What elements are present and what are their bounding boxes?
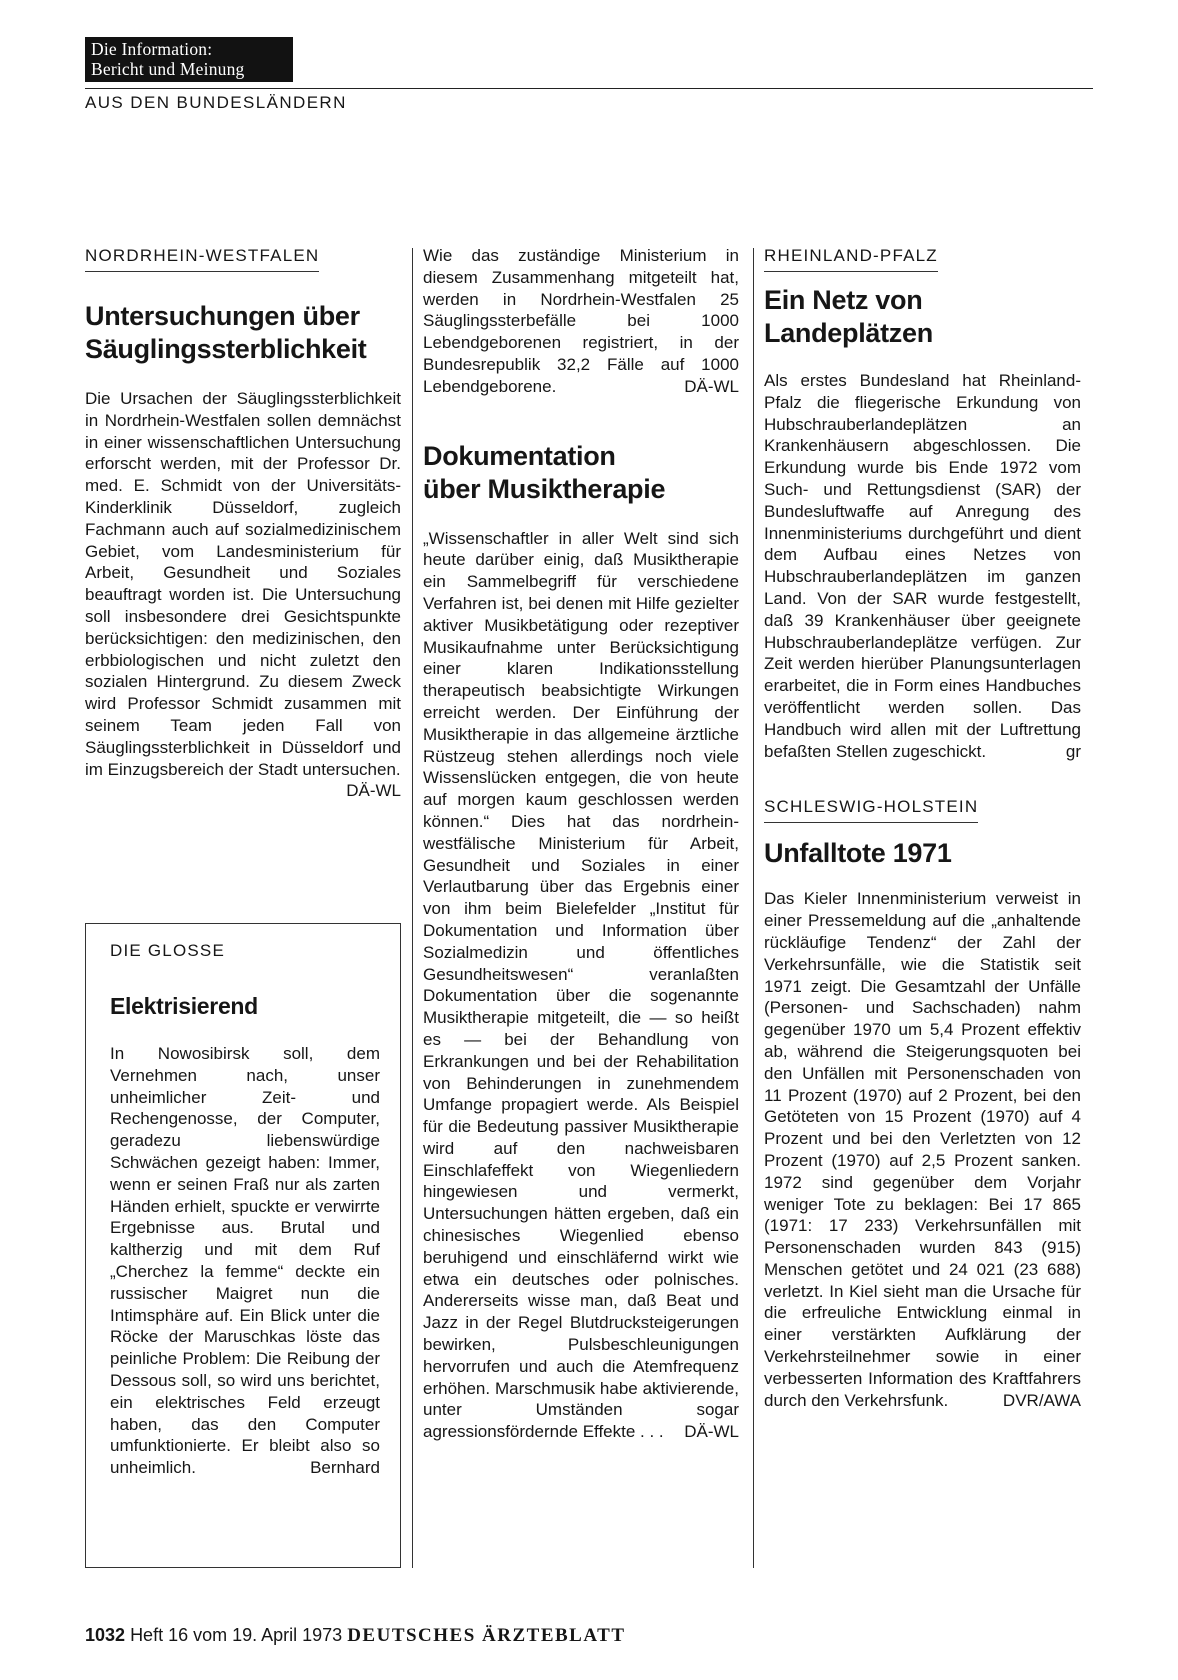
region-label-schleswig-holstein: SCHLESWIG-HOLSTEIN <box>764 796 978 823</box>
headline-line: über Musiktherapie <box>423 473 666 504</box>
article-signature: DÄ-WL <box>684 376 739 396</box>
page-number: 1032 <box>85 1625 126 1645</box>
glosse-box <box>85 923 401 1568</box>
headline-line: Ein Netz von <box>764 285 923 315</box>
rubric-line-2: Bericht und Meinung <box>91 59 245 79</box>
section-title: AUS DEN BUNDESLÄNDERN <box>85 93 347 112</box>
region-label-nrw: NORDRHEIN-WESTFALEN <box>85 245 319 272</box>
article-signature: DVR/AWA <box>1002 1390 1081 1410</box>
issue-info: Heft 16 vom 19. April 1973 <box>130 1625 343 1645</box>
body-text: Wie das zuständige Ministerium in diesem Zusammenhang mitgeteilt hat, werden in Nordrhein-Westfalen 25 Säuglingssterbefälle bei 1000 Lebendgeborenen registriert, in der Bundesrepublik 32,2 Fälle auf 1000 Lebendgeborene. <box>423 246 739 396</box>
article-body-landeplaetze <box>764 370 1081 762</box>
region-label-rheinland-pfalz: RHEINLAND-PFALZ <box>764 245 938 272</box>
column-divider-2 <box>753 248 754 1568</box>
glosse-headline: Elektrisierend <box>110 993 258 1019</box>
rubric-line-1: Die Information: <box>91 39 213 59</box>
column-divider-1 <box>412 248 413 1568</box>
body-text: Als erstes Bundesland hat Rheinland-Pfalz die fliegerische Erkundung von Hubschrauberlandeplätzen an Krankenhäusern abgeschlossen. Die Erkundung wurde bis Ende 1972 vom Such- und Rettungsdienst (SAR) der Bundesluftwaffe auf Anregung des Innenministeriums durchgeführt und dient dem Aufbau eines Netzes von Hubschrauberlandeplätzen im ganzen Land. Von der SAR wurde festgestellt, daß 39 Krankenhäuser über geeignete Hubschrauberlandeplätze verfügen. Zur Zeit werden hierüber Planungsunterlagen erarbeitet, die in Form eines Handbuches veröffentlicht werden sollen. Das Handbuch wird allen mit der Luftrettung befaßten Stellen zugeschickt. <box>764 371 1081 761</box>
article-headline-musiktherapie <box>423 440 739 506</box>
body-text: In Nowosibirsk soll, dem Vernehmen nach, unser unheimlicher Zeit- und Rechengenosse, der Computer, geradezu liebenswürdige Schwächen gezeigt haben: Immer, wenn er seinen Fraß nur als zarten Händen erhielt, spuckte er verwirrte Ergebnisse aus. Brutal und kaltherzig und mit dem Ruf „Cherchez la femme“ deckte ein russischer Maigret nun die Intimsphäre auf. Ein Blick unter die Röcke der Maruschkas löste das peinliche Problem: Die Reibung der Dessous soll, so wird uns berichtet, ein elektrisches Feld erzeugt haben, das den Computer umfunktionierte. Er bleibt also so unheimlich. <box>110 1044 380 1478</box>
glosse-label: DIE GLOSSE <box>110 941 225 960</box>
column-3 <box>764 245 1081 1411</box>
article-headline-landeplaetze <box>764 284 1081 350</box>
article-headline-unfalltote: Unfalltote 1971 <box>764 838 952 869</box>
rubric-box <box>85 37 293 82</box>
article-body-musiktherapie <box>423 528 739 1443</box>
column-1 <box>85 245 401 802</box>
body-text: Die Ursachen der Säuglingssterblichkeit in Nordrhein-Westfalen sollen demnächst in einer wissenschaftlichen Untersuchung erforscht werden, mit der Professor Dr. med. E. Schmidt von der Universitäts-Kinderklinik Düsseldorf, zugleich Fachmann auch auf sozialmedizinischem Gebiet, vom Landesministerium für Arbeit, Gesundheit und Soziales beauftragt worden ist. Die Untersuchung soll insbesondere drei Gesichtspunkte berücksichtigen: den medizinischen, den erbbiologischen und nicht zuletzt den sozialen Hintergrund. Zu diesem Zweck wird Professor Schmidt zusammen mit seinem Team jeden Fall von Säuglingssterblichkeit in Düsseldorf und im Einzugsbereich der Stadt untersuchen. <box>85 389 401 779</box>
article-signature: DÄ-WL <box>684 1422 739 1442</box>
column-2 <box>423 245 739 1443</box>
article-body-continued <box>423 245 739 398</box>
body-text: „Wissenschaftler in aller Welt sind sich heute darüber einig, daß Musiktherapie ein Sammelbegriff für verschiedene Verfahren ist, bei denen mit Hilfe gezielter aktiver Musikbetätigung oder rezeptiver Musikaufnahme unter Berücksichtigung einer klaren Indikationsstellung therapeutisch beabsichtigte Wirkungen erreicht werden. Der Einführung der Musiktherapie in das allgemeine ärztliche Rüstzeug stehen allerdings noch viele Wissenslücken entgegen, die von heute auf morgen kaum geschlossen werden können.“ Dies hat das nordrhein-westfälische Ministerium für Arbeit, Gesundheit und Soziales in einer Verlautbarung über das Ergebnis einer von ihm beim Bielefelder „Institut für Dokumentation und Information über Sozialmedizin und öffentliches Gesundheitswesen“ veranlaßten Dokumentation über die sogenannte Musiktherapie mitgeteilt, die — so heißt es — bei der Behandlung von Erkrankungen und bei der Rehabilitation von Behinderungen in zunehmendem Umfange propagiert werde. Als Beispiel für die Bedeutung passiver Musiktherapie wird auf den nachweisbaren Einschlafeffekt von Wiegenliedern hingewiesen und vermerkt, Untersuchungen hätten ergeben, daß ein chinesisches Wiegenlied ebenso beruhigend und einschläfernd wirkt wie etwa ein deutsches oder polnisches. Andererseits wisse man, daß Beat und Jazz in der Regel Blutdrucksteigerungen bewirken, Pulsbeschleunigungen hervorrufen und auch die Atemfrequenz erhöhen. Marschmusik habe aktivierende, unter Umständen sogar agressionsfördernde Effekte . . . <box>423 528 739 1442</box>
header-rule <box>85 88 1093 89</box>
article-signature: DÄ-WL <box>346 781 401 801</box>
glosse-body <box>110 1043 380 1479</box>
headline-line: Säuglingssterblichkeit <box>85 334 367 364</box>
headline-line: Landeplätzen <box>764 318 933 348</box>
headline-line: Untersuchungen über <box>85 301 360 331</box>
glosse-signature: Bernhard <box>310 1458 380 1478</box>
page-footer <box>85 1624 626 1647</box>
article-headline-saeuglingssterblichkeit <box>85 300 401 366</box>
headline-line: Dokumentation <box>423 440 616 471</box>
body-text: Das Kieler Innenministerium verweist in einer Pressemeldung auf die „anhaltende rückläufige Tendenz“ der Zahl der Verkehrsunfälle, wie die Statistik seit 1971 zeigt. Die Gesamtzahl der Unfälle (Personen- und Sachschaden) nahm gegenüber 1970 um 5,4 Prozent effektiv ab, während die Steigerungsquoten bei den Unfällen mit Personenschaden von 11 Prozent (1970) auf 2 Prozent, bei den Getöteten von 15 Prozent (1970) auf 4 Prozent und bei den Verletzten von 12 Prozent (1970) auf 2,5 Prozent sanken. 1972 sind gegenüber dem Vorjahr weniger Tote zu beklagen: Bei 17 865 (1971: 17 233) Verkehrsunfällen mit Personenschaden wurden 843 (915) Menschen getötet und 24 021 (23 688) verletzt. In Kiel sieht man die Ursache für die erfreuliche Entwicklung einmal in einer verstärkten Aufklärung der Verkehrsteilnehmer sowie in einer verbesserten Information des Kraftfahrers durch den Verkehrsfunk. <box>764 889 1081 1410</box>
article-body-unfalltote <box>764 888 1081 1411</box>
article-signature: gr <box>1065 741 1081 761</box>
article-body-saeuglingssterblichkeit <box>85 388 401 801</box>
magazine-title: DEUTSCHES ÄRZTEBLATT <box>347 1625 626 1646</box>
